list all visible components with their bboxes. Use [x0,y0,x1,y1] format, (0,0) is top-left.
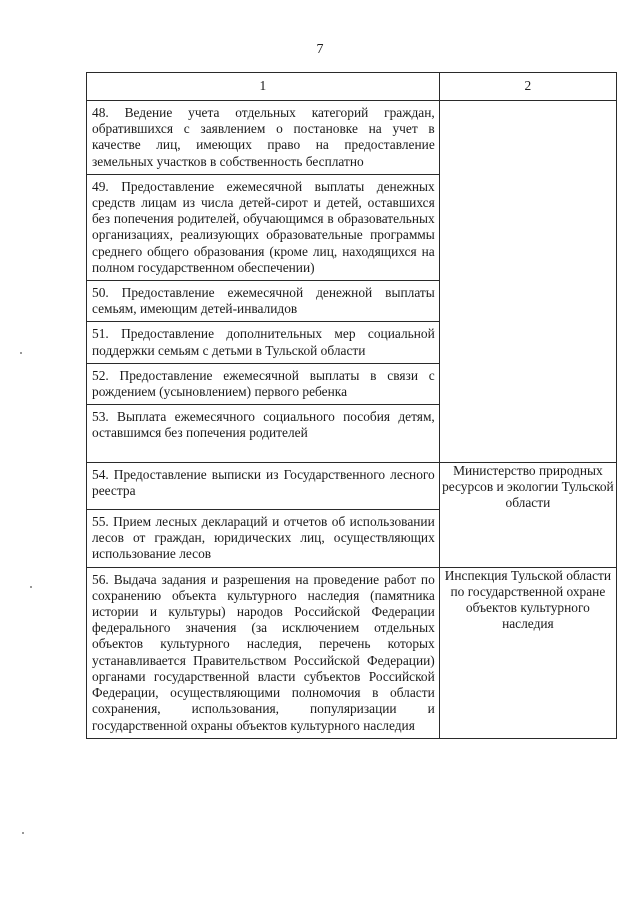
table-header-row [87,73,617,101]
column-header-2: 2 [439,73,616,101]
column-header-1: 1 [87,73,440,101]
service-item-52: 52. Предоставление ежемесячной выплаты в связи с рождением (усыновлением) первого ребенка [87,364,439,405]
scan-artifact [30,586,32,588]
agency-cell-heritage: Инспекция Тульской области по государственной охране объектов культурного наследия [439,567,616,738]
service-item-55: 55. Прием лесных деклараций и отчетов об использовании лесов от граждан, юридических лиц, осуществляющих использование лесов [92,514,435,562]
service-item-51: 51. Предоставление дополнительных мер социальной поддержки семьям с детьми в Тульской области [87,322,439,363]
service-item-48: 48. Ведение учета отдельных категорий граждан, обратившихся с заявлением о постановке на учет в качестве лиц, имеющих право на предоставление земельных участков в собственность бесплатно [87,101,439,175]
table-row-group-social [87,101,617,463]
services-cell [87,101,440,463]
service-item-53: 53. Выплата ежемесячного социального пособия детям, оставшимся без попечения родителей [92,409,435,441]
agency-cell-social [439,101,616,463]
services-cell [87,462,440,567]
agency-cell-natural-resources: Министерство природных ресурсов и экологии Тульской области [439,462,616,567]
services-cell [87,567,440,738]
scan-artifact [22,832,24,834]
services-table [86,72,617,739]
service-item-50: 50. Предоставление ежемесячной денежной выплаты семьям, имеющим детей-инвалидов [87,281,439,322]
service-item-54: 54. Предоставление выписки из Государственного лесного реестра [87,463,439,510]
table-row-group-forestry [87,462,617,567]
scan-artifact [20,352,22,354]
service-item-56: 56. Выдача задания и разрешения на проведение работ по сохранению объекта культурного наследия (памятника истории и культуры) народов Российской Федерации федерального значения (за исключением отдельных объектов культурного наследия, перечень которых устанавливается Правительством Российской Федерации) органами государственной власти субъектов Российской Федерации, осуществляющими полномочия в области сохранения, использования, популяризации и государственной охраны объектов культурного наследия [92,571,435,733]
table-row-group-heritage [87,567,617,738]
page-number: 7 [316,42,324,57]
service-item-49: 49. Предоставление ежемесячной выплаты денежных средств лицам из числа детей-сирот и детей, оставшихся без попечения родителей, обучающимся в образовательных организациях, реализующих образовательные программы среднего общего образования (кроме лиц, находящихся на полном государственном обеспечении) [87,175,439,281]
